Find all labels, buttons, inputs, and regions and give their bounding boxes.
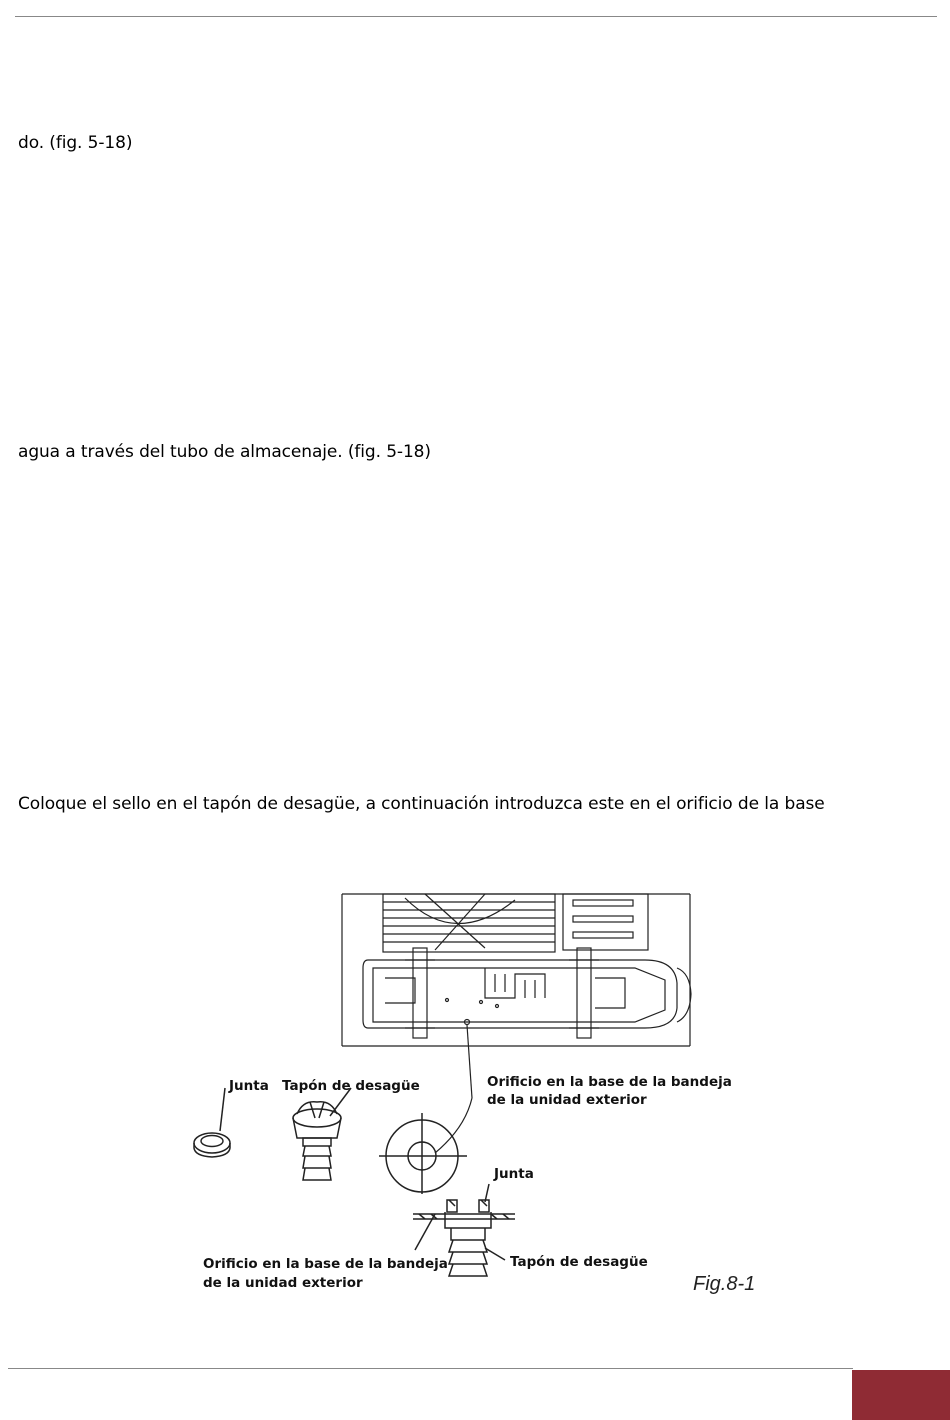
paragraph-1: do. (fig. 5-18) (18, 133, 133, 153)
label-base-hole-bottom-2: de la unidad exterior (203, 1275, 363, 1291)
drain-plug-figure (185, 888, 785, 1308)
header-rule (15, 16, 937, 17)
footer-rule (8, 1368, 853, 1369)
outdoor-unit-drawing (342, 894, 691, 1046)
drain-plug-diagram (185, 888, 785, 1308)
label-base-hole-bottom-1: Orificio en la base de la bandeja (203, 1256, 448, 1272)
label-drain-plug-bottom: Tapón de desagüe (510, 1254, 648, 1270)
figure-caption: Fig.8-1 (693, 1273, 756, 1295)
label-base-hole-top-1: Orificio en la base de la bandeja (487, 1074, 732, 1090)
label-base-hole-top-2: de la unidad exterior (487, 1092, 647, 1108)
label-drain-plug-top: Tapón de desagüe (282, 1078, 420, 1094)
label-gasket-left: Junta (229, 1078, 269, 1094)
base-hole-drawing (379, 1113, 467, 1194)
footer-color-tab (852, 1370, 950, 1420)
gasket-ring-drawing (194, 1088, 230, 1157)
label-gasket-bottom: Junta (494, 1166, 534, 1182)
paragraph-3: Coloque el sello en el tapón de desagüe, a continuación introduzca este en el orificio de la base (18, 794, 825, 814)
paragraph-2: agua a través del tubo de almacenaje. (fig. 5-18) (18, 442, 431, 462)
drain-plug-drawing (293, 1088, 351, 1180)
